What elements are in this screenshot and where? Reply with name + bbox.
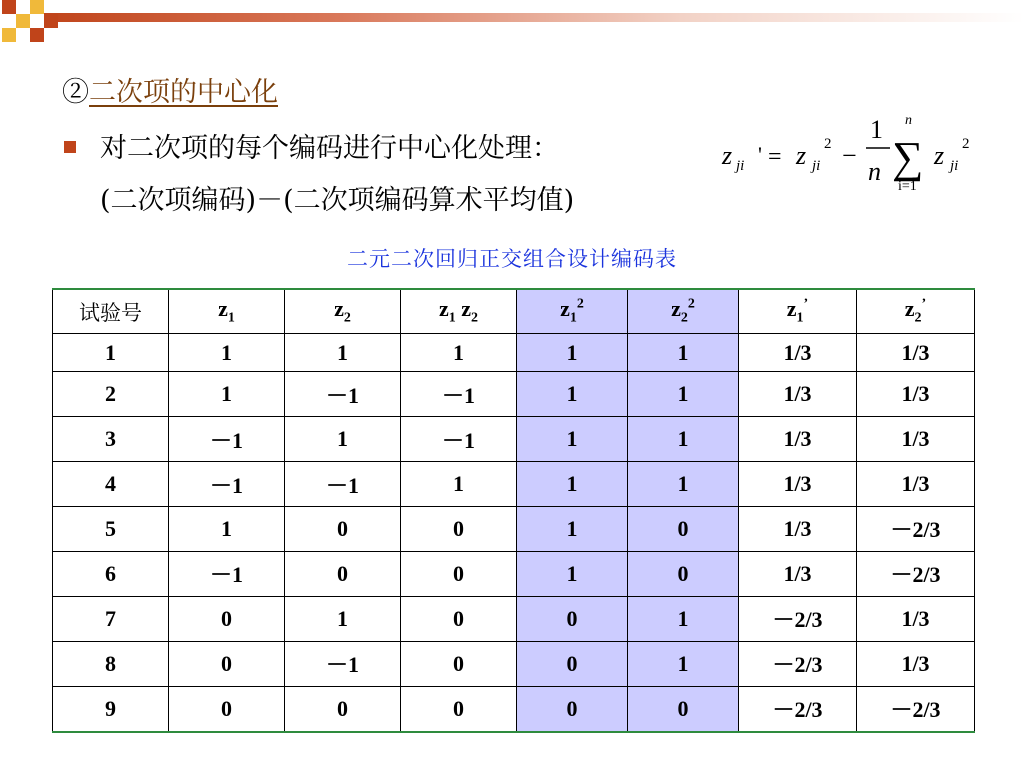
formula-lhs-var: z — [722, 141, 733, 170]
cell-z1: 1 — [169, 334, 285, 372]
cell-z2-squared: 1 — [628, 417, 739, 462]
header-z1z2: $z_1$ $z_2$ — [401, 289, 517, 334]
cell-z2-prime: 1/3 — [857, 641, 975, 686]
header-z2-squared: $z_2^2$ — [628, 289, 739, 334]
formula-prime: ' — [758, 142, 762, 167]
table-row — [53, 372, 975, 417]
banner-square-2 — [30, 0, 44, 14]
slide-banner — [0, 0, 1024, 48]
cell-z2: 0 — [285, 507, 401, 552]
formula-term-sup: 2 — [824, 136, 832, 152]
formula-sum-bottom: i=1 — [898, 179, 917, 194]
cell-trial: 8 — [53, 641, 169, 686]
cell-z2-prime: －2/3 — [857, 551, 975, 596]
formula-term-var: z — [796, 141, 807, 170]
cell-z1z2: 0 — [401, 686, 517, 732]
bullet-square-icon — [64, 141, 76, 153]
sigma-icon: ∑ — [892, 133, 924, 182]
cell-z2-squared: 0 — [628, 507, 739, 552]
cell-z1-squared: 1 — [517, 507, 628, 552]
banner-square-4 — [44, 14, 58, 28]
table-row — [53, 686, 975, 732]
cell-z2-squared: 1 — [628, 596, 739, 641]
formula-equals: = — [768, 144, 782, 170]
cell-z2-prime: 1/3 — [857, 417, 975, 462]
cell-z1z2: 1 — [401, 334, 517, 372]
cell-z1-prime: 1/3 — [739, 462, 857, 507]
cell-z1z2: 0 — [401, 641, 517, 686]
cell-z1-prime: 1/3 — [739, 507, 857, 552]
cell-z1z2: 0 — [401, 507, 517, 552]
cell-z2: 0 — [285, 686, 401, 732]
cell-z2-prime: 1/3 — [857, 462, 975, 507]
centering-description: (二次项编码)－(二次项编码算术平均值) — [100, 185, 575, 216]
cell-z1-prime: －2/3 — [739, 686, 857, 732]
centering-formula — [720, 108, 990, 200]
cell-trial: 9 — [53, 686, 169, 732]
table-row — [53, 507, 975, 552]
formula-sum-sup: 2 — [962, 136, 970, 152]
cell-z1: －1 — [169, 417, 285, 462]
cell-z1: 0 — [169, 686, 285, 732]
cell-z1-squared: 1 — [517, 462, 628, 507]
cell-z2-squared: 0 — [628, 686, 739, 732]
banner-square-3 — [16, 14, 30, 28]
table-row — [53, 334, 975, 372]
cell-z1: 1 — [169, 507, 285, 552]
formula-term-sub: ji — [812, 158, 821, 174]
cell-z1-squared: 1 — [517, 551, 628, 596]
cell-trial: 6 — [53, 551, 169, 596]
cell-z1-squared: 0 — [517, 686, 628, 732]
banner-square-5 — [2, 28, 16, 42]
cell-z1: －1 — [169, 551, 285, 596]
formula-sum-top: n — [905, 113, 912, 128]
formula-sum-var: z — [934, 141, 945, 170]
table-row — [53, 596, 975, 641]
cell-z2-prime: 1/3 — [857, 596, 975, 641]
cell-z1-prime: 1/3 — [739, 372, 857, 417]
heading-marker: ② — [62, 77, 89, 108]
coding-table — [52, 288, 975, 733]
cell-trial: 1 — [53, 334, 169, 372]
header-z2: $z_2$ — [285, 289, 401, 334]
header-z1: $z_1$ — [169, 289, 285, 334]
cell-z1-squared: 0 — [517, 641, 628, 686]
header-z1-squared: $z_1^2$ — [517, 289, 628, 334]
cell-z1-prime: －2/3 — [739, 641, 857, 686]
banner-square-6 — [30, 28, 44, 42]
cell-z1-prime: 1/3 — [739, 417, 857, 462]
header-z2-prime: $z_2^’$ — [857, 289, 975, 334]
formula-sum-sub: ji — [950, 158, 959, 174]
cell-trial: 3 — [53, 417, 169, 462]
formula-lhs-sub: ji — [736, 158, 745, 174]
cell-z2-squared: 1 — [628, 372, 739, 417]
cell-trial: 5 — [53, 507, 169, 552]
bullet-text: 对二次项的每个编码进行中心化处理： — [100, 133, 559, 164]
cell-z1z2: 0 — [401, 551, 517, 596]
formula-minus: − — [842, 141, 857, 170]
cell-z1-prime: 1/3 — [739, 551, 857, 596]
banner-gradient-bar — [44, 13, 1024, 22]
cell-z1-prime: 1/3 — [739, 334, 857, 372]
formula-numerator: 1 — [870, 115, 883, 144]
cell-z2-prime: 1/3 — [857, 372, 975, 417]
cell-trial: 4 — [53, 462, 169, 507]
heading-title-link[interactable]: 二次项的中心化 — [89, 77, 278, 108]
banner-square-1 — [2, 0, 16, 14]
cell-z1z2: 1 — [401, 462, 517, 507]
section-heading — [62, 70, 278, 109]
cell-trial: 7 — [53, 596, 169, 641]
cell-z1-squared: 1 — [517, 334, 628, 372]
cell-z1z2: 0 — [401, 596, 517, 641]
header-trial-no: 试验号 — [53, 289, 169, 334]
cell-z2-prime: －2/3 — [857, 507, 975, 552]
cell-z1-squared: 0 — [517, 596, 628, 641]
cell-z2-squared: 1 — [628, 641, 739, 686]
cell-z2: 1 — [285, 334, 401, 372]
table-row — [53, 417, 975, 462]
cell-z1: 0 — [169, 596, 285, 641]
cell-z2: －1 — [285, 462, 401, 507]
cell-z2-prime: －2/3 — [857, 686, 975, 732]
cell-z2-prime: 1/3 — [857, 334, 975, 372]
cell-z1: 0 — [169, 641, 285, 686]
table-title: 二元二次回归正交组合设计编码表 — [347, 247, 677, 271]
cell-z1-prime: －2/3 — [739, 596, 857, 641]
bullet-item — [64, 126, 559, 165]
cell-z2: －1 — [285, 641, 401, 686]
cell-z1: －1 — [169, 462, 285, 507]
formula-denominator: n — [868, 157, 881, 186]
cell-z2: －1 — [285, 372, 401, 417]
cell-trial: 2 — [53, 372, 169, 417]
table-row — [53, 462, 975, 507]
cell-z2-squared: 1 — [628, 334, 739, 372]
cell-z2-squared: 1 — [628, 462, 739, 507]
header-z1-prime: $z_1^’$ — [739, 289, 857, 334]
cell-z2: 1 — [285, 596, 401, 641]
cell-z1-squared: 1 — [517, 417, 628, 462]
cell-z1z2: －1 — [401, 372, 517, 417]
cell-z2-squared: 0 — [628, 551, 739, 596]
cell-z2: 0 — [285, 551, 401, 596]
table-row — [53, 641, 975, 686]
table-row — [53, 551, 975, 596]
cell-z1: 1 — [169, 372, 285, 417]
cell-z2: 1 — [285, 417, 401, 462]
cell-z1z2: －1 — [401, 417, 517, 462]
table-header-row — [53, 289, 975, 334]
cell-z1-squared: 1 — [517, 372, 628, 417]
